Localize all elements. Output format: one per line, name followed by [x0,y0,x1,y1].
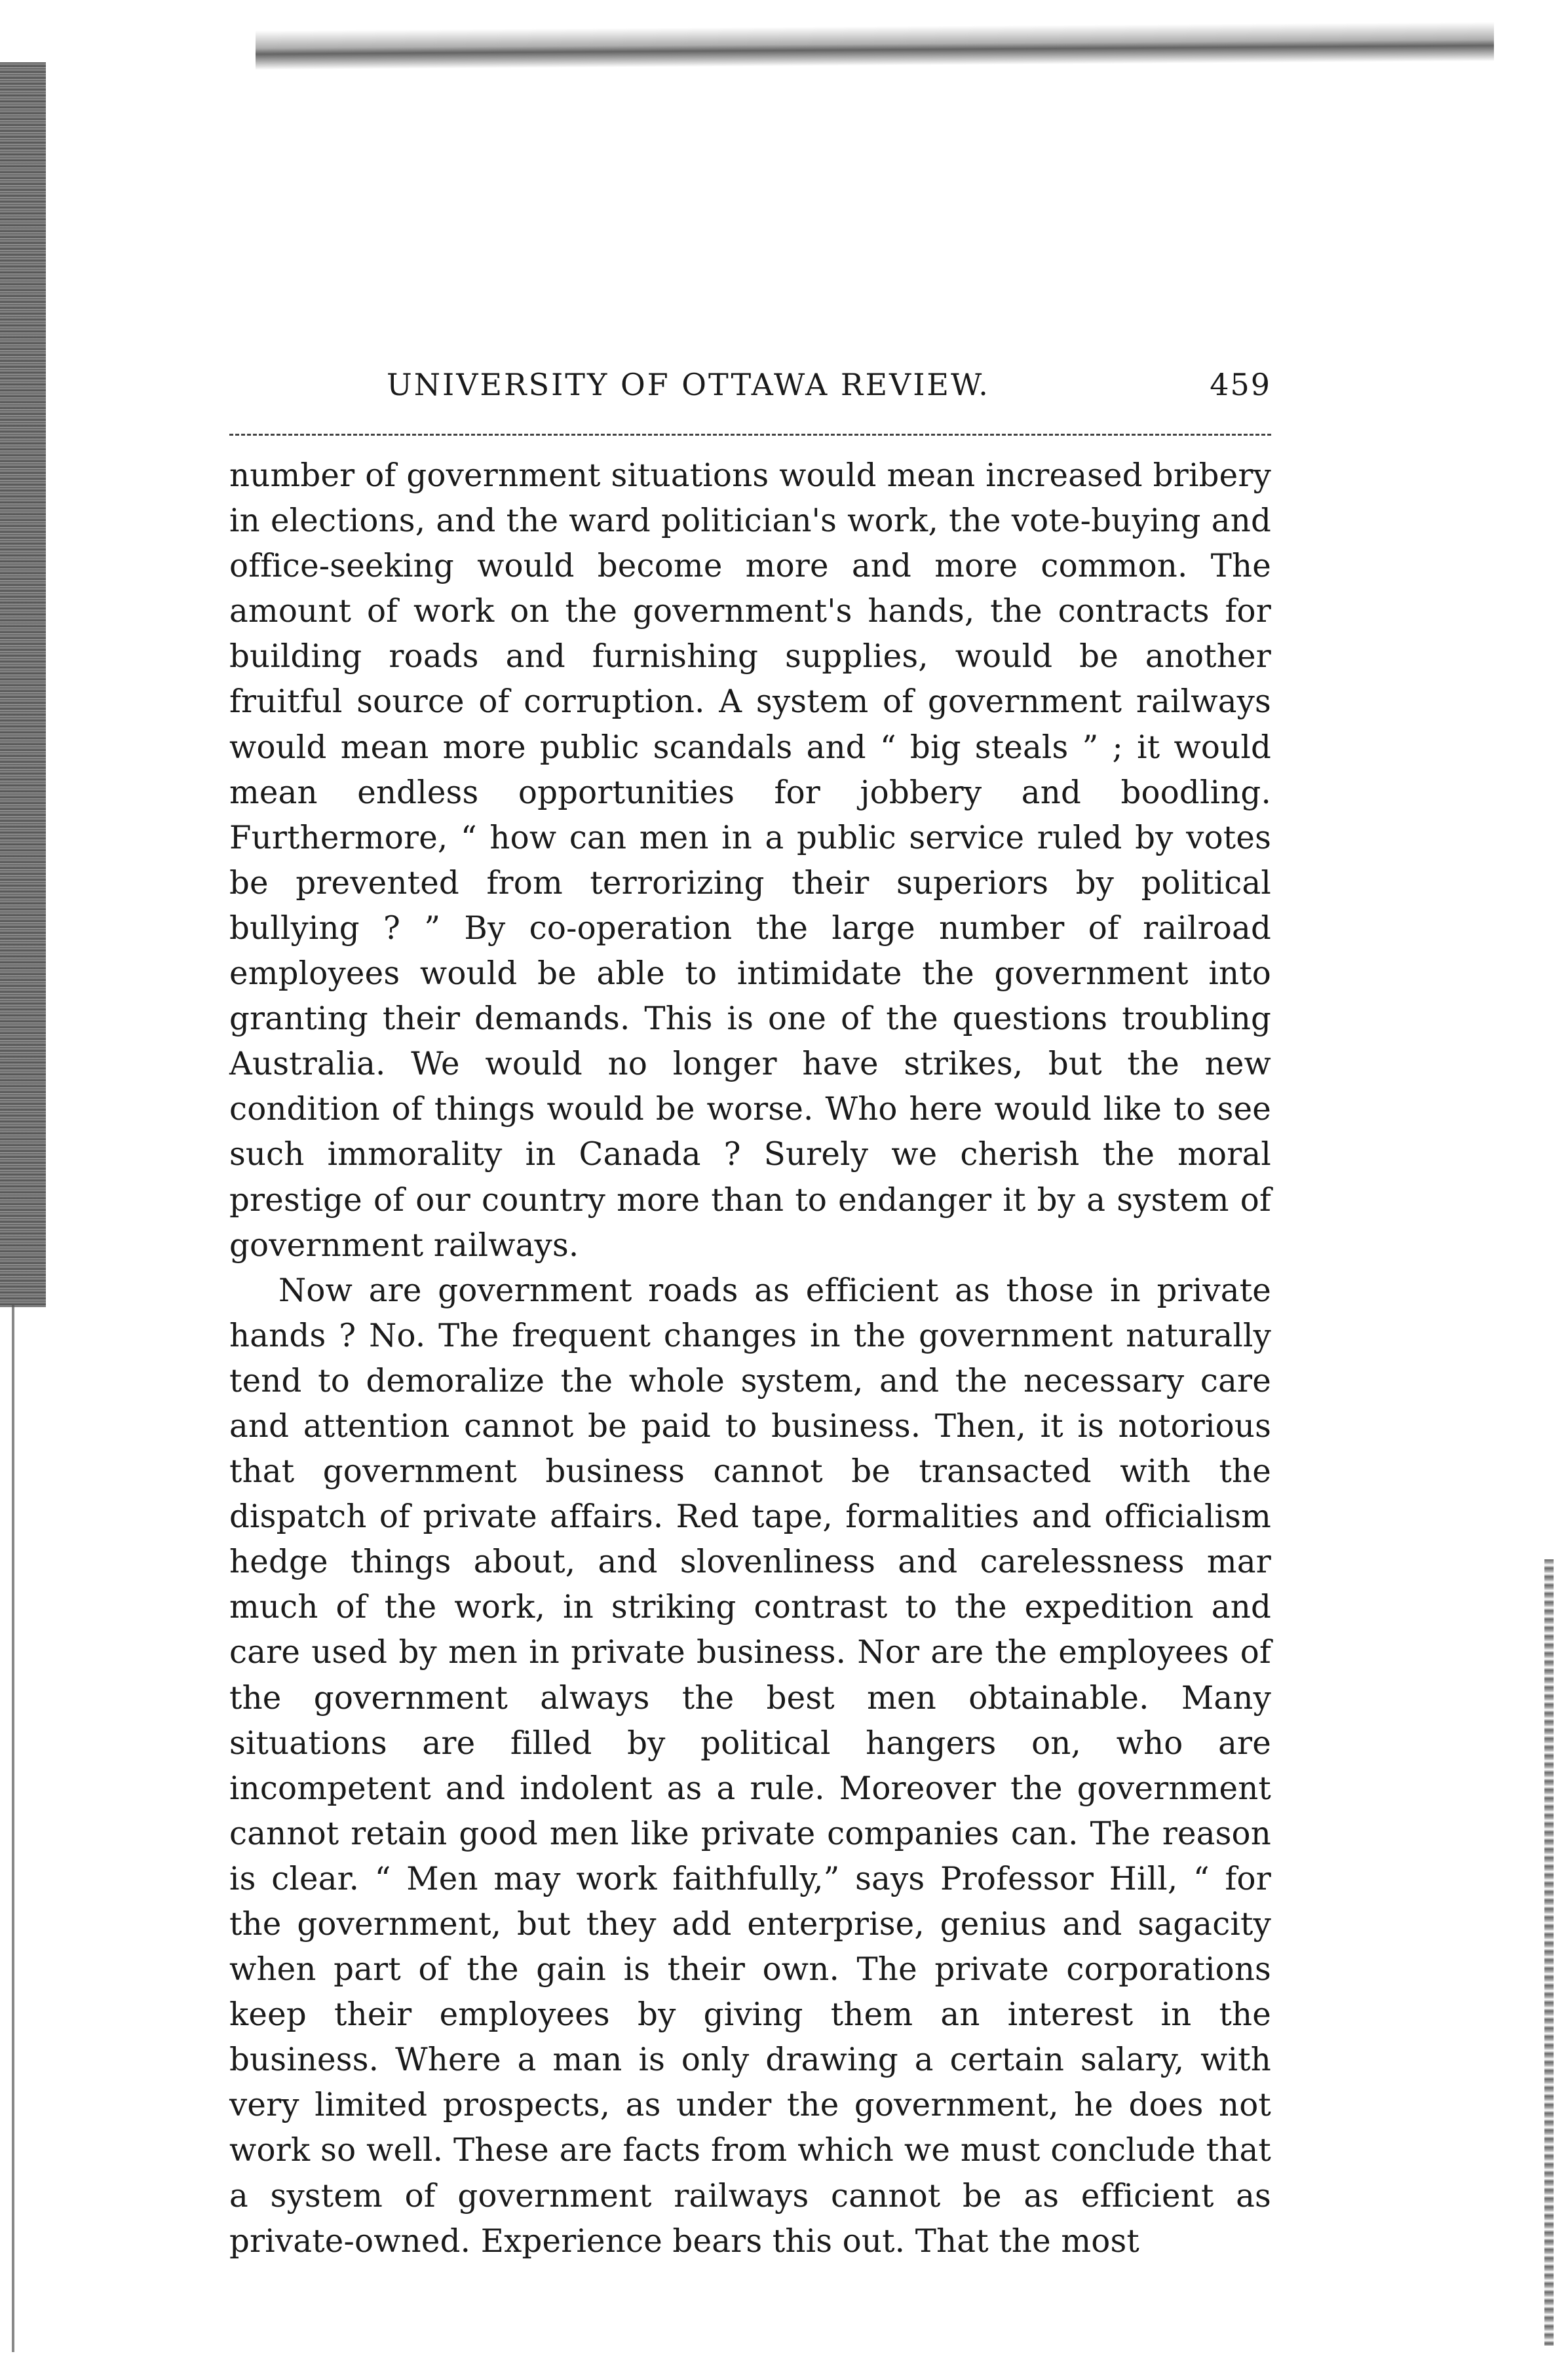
scan-left-edge-line [12,1304,14,2352]
scan-right-edge [1544,1559,1554,2346]
paragraph-efficiency: Now are government roads as efficient as those in private hands ? No. The frequent changes in the government naturally tend to demoralize the whole system, and the necessary care and attention cannot be paid to business. Then, it is notorious that government business cannot be transacted with the dispatch of private affairs. Red tape, formalities and officialism hedge things about, and slovenliness and carelessness mar much of the work, in striking contrast to the expedition and care used by men in private business. Nor are the employees of the government always the best men obtainable. Many situations are filled by political hangers on, who are incompetent and indolent as a rule. Moreover the government cannot retain good men like private companies can. The reason is clear. “ Men may work faithfully,” says Professor Hill, “ for the government, but they add enterprise, genius and sagacity when part of the gain is their own. The private corporations keep their employees by giving them an interest in the business. Where a man is only drawing a certain salary, with very limited prospects, as under the government, he does not work so well. These are facts from which we must conclude that a system of government railways cannot be as efficient as private-owned. Experience bears this out. That the most [229,1272,1271,2260]
scan-left-binding-edge [0,62,46,1307]
running-header [229,367,1271,419]
paragraph-continued: number of government situations would mean increased bribery in elections, and the ward politician's work, the vote-buying and office-seeking would become more and more common. The amount of work on the government's hands, the contracts for building roads and furnishing supplies, would be another fruitful source of corruption. A system of government railways would mean more public scandals and “ big steals ” ; it would mean endless opportunities for jobbery and boodling. Furthermore, “ how can men in a public service ruled by votes be prevented from terrorizing their superiors by political bullying ? ” By co-operation the large number of railroad employees would be able to intimidate the government into granting their demands. This is one of the questions troubling Australia. We would no longer have strikes, but the new condition of things would be worse. Who here would like to see such immorality in Canada ? Surely we cherish the moral prestige of our country more than to endanger it by a system of government railways. [229,457,1271,1264]
article-body [229,453,1271,2264]
page-number: 459 [1210,367,1271,402]
header-rule [229,434,1271,436]
journal-title: UNIVERSITY OF OTTAWA REVIEW. [387,367,990,402]
scan-top-edge [256,22,1494,69]
